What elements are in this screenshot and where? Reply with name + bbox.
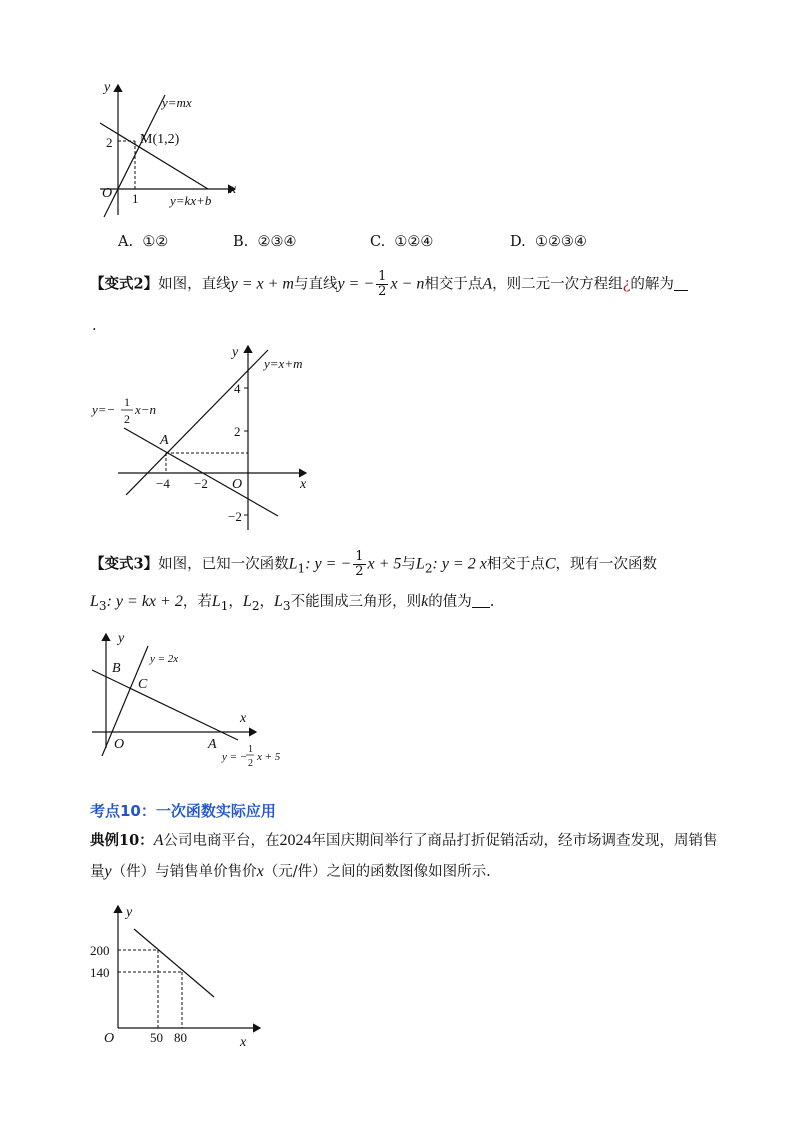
line-2x <box>102 646 148 756</box>
line-a-label-den: 2 <box>248 758 253 769</box>
variant3-text-f: 不能围成三角形，则 <box>290 594 422 610</box>
variant3-sep2: ， <box>259 594 275 610</box>
line1-label: y=x+m <box>264 356 303 371</box>
tick-x-neg2-label: −2 <box>194 476 208 491</box>
point-a-label: A <box>208 737 217 752</box>
y-axis-label: y <box>126 905 133 920</box>
variant3-l2-sub: 2 <box>251 598 260 613</box>
variant2-text-a: 如图，直线 <box>158 276 231 293</box>
point-b-label: B <box>112 661 121 676</box>
x-axis-label: x <box>240 711 247 726</box>
tick-y-200-label: 200 <box>90 943 110 958</box>
origin-label: O <box>232 477 243 492</box>
section-heading: 考点10：一次函数实际应用 <box>90 802 276 820</box>
x-axis-label: x <box>240 1035 247 1050</box>
variant3-L3-sub: 3 <box>98 598 107 613</box>
line-neg-half-x-minus-n <box>124 428 278 516</box>
y-axis-label: y <box>232 345 239 360</box>
choice-b <box>233 234 296 250</box>
tick-x-1: 1 <box>132 191 139 206</box>
variant3-line2 <box>90 592 494 616</box>
variant3-eq3: : y = kx + 2 <box>106 593 183 610</box>
variant2-dot: . <box>92 318 97 334</box>
y-axis-label: y <box>104 80 111 95</box>
x-axis-label: x <box>300 477 307 492</box>
tick-y-2-label: 2 <box>234 424 241 439</box>
variant3-l3-sub: 3 <box>282 598 291 613</box>
choice-c <box>370 234 433 250</box>
example10-line1 <box>90 831 717 851</box>
variant3-l2: L <box>242 593 252 610</box>
choice-b-letter: B. <box>233 234 249 250</box>
variant3-l1-sub: 1 <box>220 598 229 613</box>
example10-line2 <box>90 862 491 882</box>
variant3-text-a: 如图，已知一次函数 <box>158 556 289 573</box>
variant3-frac-den: 2 <box>355 564 364 579</box>
choice-d-letter: D. <box>510 234 526 250</box>
line-a-label-num: 1 <box>248 744 253 755</box>
variant3-k: k <box>421 593 429 610</box>
tick-y-140-label: 140 <box>90 965 110 980</box>
variant3-fraction <box>353 550 365 579</box>
line2-label-post: x−n <box>135 402 157 417</box>
variant3-l1: L <box>211 593 221 610</box>
variant2-answer-blank <box>674 276 688 291</box>
line-a-label-pre: y = − <box>222 751 248 763</box>
variant3-end: . <box>489 594 495 610</box>
line-kxb-label: y=kx+b <box>170 193 212 208</box>
variant3-text-c: 相交于点 <box>486 556 545 573</box>
variant3-eq1-pre: : y = − <box>305 555 352 573</box>
x-axis-label: x <box>230 182 237 197</box>
origin-label: O <box>102 186 113 201</box>
choice-d <box>510 234 587 250</box>
y-axis-label: y <box>118 631 125 646</box>
example10-year: 2024 <box>279 832 312 849</box>
choice-d-text: ①②③④ <box>534 234 587 250</box>
variant2-text-b: 与直线 <box>293 276 338 293</box>
example10-text-c: 量 <box>90 864 105 880</box>
line-mx-label: y=mx <box>162 95 192 110</box>
variant2-paragraph <box>90 270 688 299</box>
example10-text-a: 公司电商平台，在 <box>163 833 280 849</box>
variant2-frac-num: 1 <box>378 269 387 284</box>
price-line <box>134 929 214 997</box>
variant2-frac-den: 2 <box>378 284 387 299</box>
example10-point: A <box>153 832 164 849</box>
variant2-point: A <box>482 275 493 293</box>
choice-a-letter: A. <box>118 234 134 250</box>
line2-label-den: 2 <box>124 412 130 426</box>
variant2-eq2-post: x − n <box>390 275 425 293</box>
variant3-L1-sub: 1 <box>297 561 306 576</box>
variant2-text-d: ，则二元一次方程组 <box>492 276 623 293</box>
choice-b-text: ②③④ <box>257 234 297 250</box>
example10-text-e: （元/件）之间的函数图像如图所示. <box>263 864 491 880</box>
variant2-inverted-q: ¿ <box>622 276 631 293</box>
variant3-frac-num: 1 <box>355 549 364 564</box>
variant2-eq2-pre: y = − <box>337 275 375 293</box>
example10-var-y: y <box>104 863 112 880</box>
variant3-eq2: : y = 2 x <box>432 555 487 573</box>
example10-text-d: （件）与销售单价售价 <box>111 864 257 880</box>
variant2-fraction <box>376 270 388 299</box>
tick-y-4-label: 4 <box>234 381 241 396</box>
variant3-L2: L <box>415 555 425 573</box>
example10-text-b: 年国庆期间举行了商品打折促销活动，经市场调查发现，周销售 <box>311 833 718 849</box>
figure-2-graph <box>88 338 318 538</box>
origin-label: O <box>104 1031 115 1046</box>
variant3-eq1-post: x + 5 <box>367 555 402 573</box>
line-a-label-post: x + 5 <box>257 751 281 763</box>
tick-x-50-label: 50 <box>150 1030 163 1045</box>
variant2-text-e: 的解为 <box>630 276 674 293</box>
line2-label-num: 1 <box>124 395 130 409</box>
variant3-text-b: 与 <box>401 556 416 573</box>
figure-4-graph <box>88 900 268 1055</box>
tick-y-neg2-label: −2 <box>228 509 242 524</box>
figure-3-graph <box>88 628 308 778</box>
variant3-L2-sub: 2 <box>424 561 433 576</box>
figure-1-graph <box>90 75 250 225</box>
variant3-l3: L <box>274 593 283 610</box>
variant3-answer-blank <box>472 593 490 608</box>
variant3-text-g: 的值为 <box>428 594 472 610</box>
variant3-L3: L <box>90 593 99 610</box>
choice-a <box>118 234 168 250</box>
point-a-label: A <box>160 433 169 448</box>
tick-y-2: 2 <box>106 135 113 150</box>
line-neg-half-x-plus-5 <box>92 670 238 740</box>
origin-label: O <box>114 737 125 752</box>
line2-label-pre: y=− <box>92 402 116 417</box>
variant3-text-e: ，若 <box>182 594 212 610</box>
variant3-point: C <box>544 555 556 573</box>
choice-a-text: ①② <box>142 234 169 250</box>
choice-c-letter: C. <box>370 234 386 250</box>
example10-label: 典例10： <box>90 832 154 849</box>
choice-c-text: ①②④ <box>394 234 434 250</box>
variant3-sep1: ， <box>228 594 243 610</box>
variant2-label: 【变式2】 <box>90 275 159 293</box>
tick-x-80-label: 80 <box>174 1030 187 1045</box>
example10-var-x: x <box>256 863 264 880</box>
point-m-label: M(1,2) <box>140 132 180 147</box>
line-2x-label: y = 2x <box>150 653 179 665</box>
variant2-eq1: y = x + m <box>230 275 294 293</box>
variant3-label: 【变式3】 <box>90 555 159 573</box>
variant2-text-c: 相交于点 <box>424 276 483 293</box>
variant3-text-d: ，现有一次函数 <box>555 556 657 573</box>
variant3-line1 <box>90 550 657 579</box>
tick-x-neg4-label: −4 <box>156 476 170 491</box>
variant3-L1: L <box>288 555 298 573</box>
point-c-label: C <box>138 677 148 692</box>
